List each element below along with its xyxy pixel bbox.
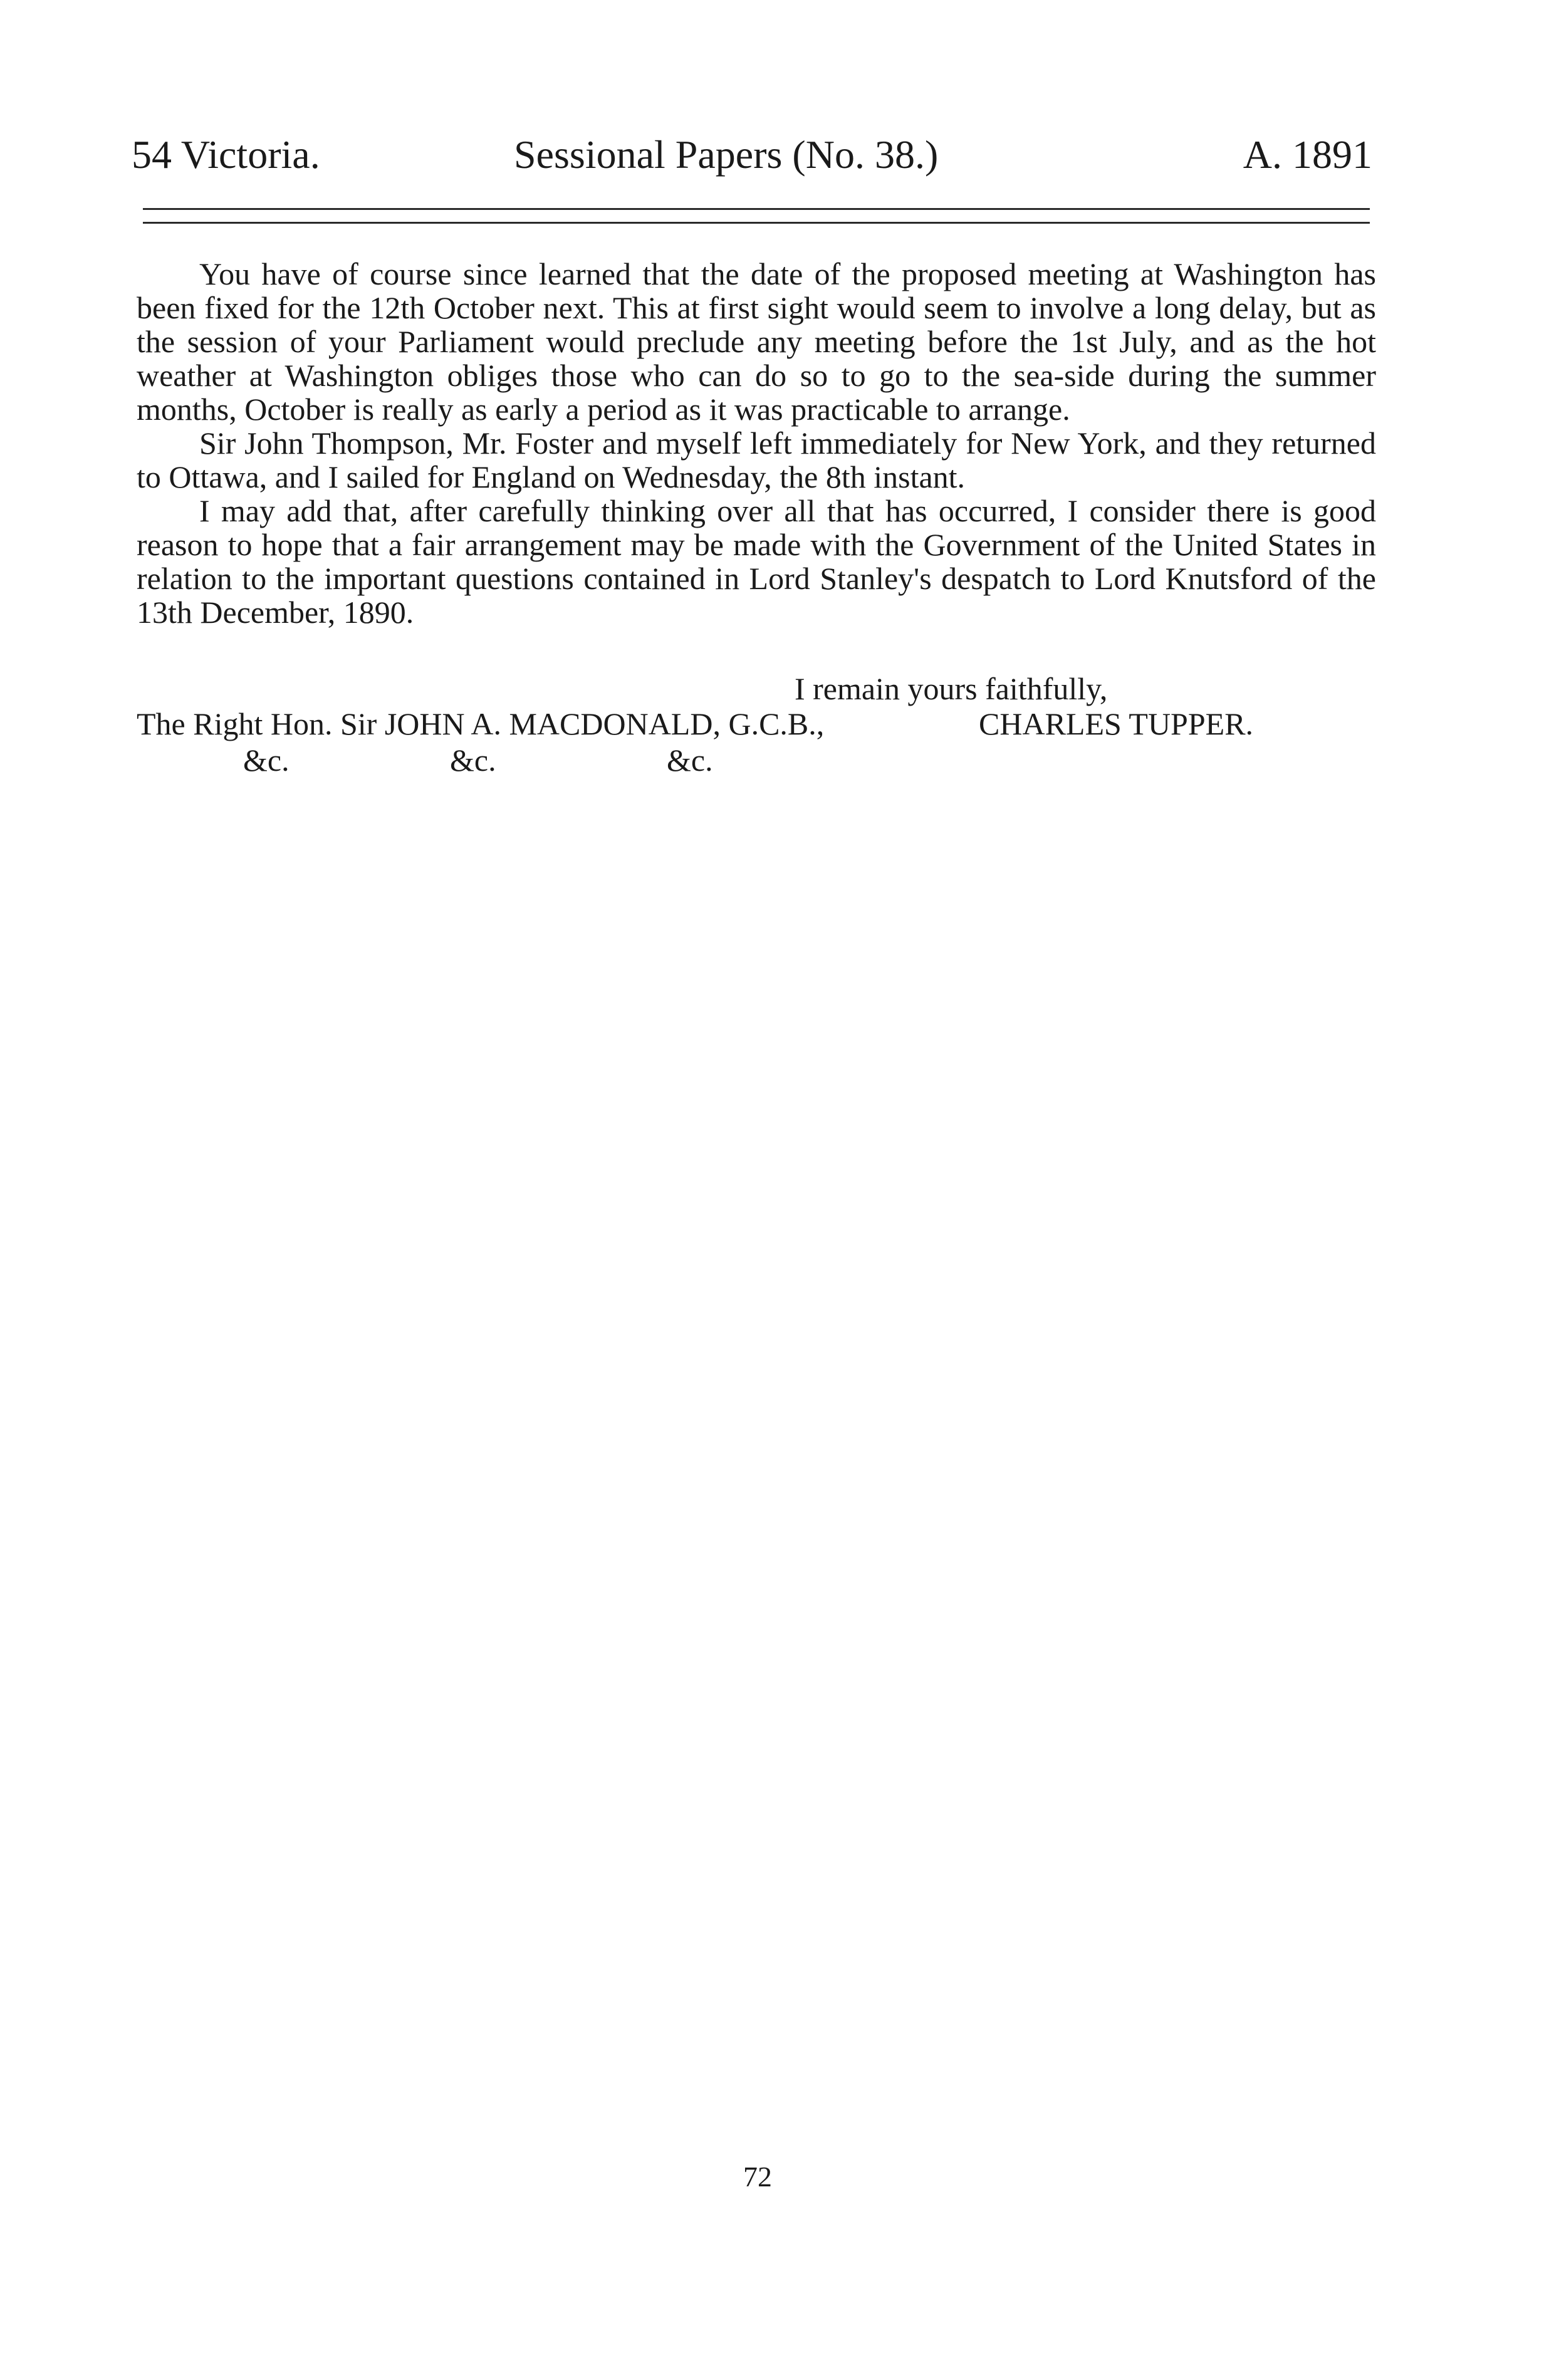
- paragraph-conclusion: I may add that, after carefully thinking over all that has occurred, I consider there is good reason to hope that a fair arrangement may be made with the Government of the United States in relation to the important questions contained in Lord Stanley's despatch to Lord Knutsford of the 13th December, 1890.: [137, 493, 1376, 630]
- addressee: The Right Hon. Sir JOHN A. MACDONALD, G.C.B.,: [137, 706, 825, 741]
- letter-closing: I remain yours faithfully,: [795, 671, 1108, 706]
- etc-2: &c.: [450, 743, 496, 778]
- paragraph-meeting-date: You have of course since learned that the date of the proposed meeting at Washington has been fixed for the 12th October next. This at first sight would seem to involve a long delay, but as the session of your Parliament would preclude any meeting before the 1st July, and as the hot weather at Washington obliges those who can do so to go to the sea-side during the summer months, October is really as early a period as it was practicable to arrange.: [137, 256, 1376, 427]
- header-rule-top: [143, 208, 1370, 210]
- header-title: Sessional Papers (No. 38.): [514, 132, 939, 177]
- etc-3: &c.: [667, 743, 713, 778]
- letter-body: [137, 257, 1376, 629]
- etc-1: &c.: [243, 743, 290, 778]
- header-year: A. 1891: [1243, 132, 1372, 177]
- running-header: [132, 133, 1372, 177]
- paragraph-departure: Sir John Thompson, Mr. Foster and myself left immediately for New York, and they returned to Ottawa, and I sailed for England on Wednesday, the 8th instant.: [137, 425, 1376, 494]
- page-number: 72: [743, 2161, 772, 2193]
- header-rule-bottom: [143, 222, 1370, 224]
- signature: CHARLES TUPPER.: [979, 706, 1254, 741]
- header-volume: 54 Victoria.: [132, 132, 320, 177]
